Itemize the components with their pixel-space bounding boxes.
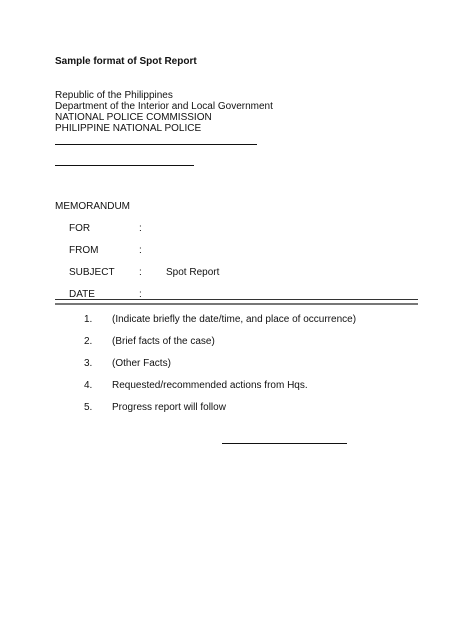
signature-line [222, 443, 347, 444]
field-colon: : [139, 289, 142, 300]
item-number: 5. [84, 402, 93, 413]
field-label: DATE [69, 289, 95, 300]
memo-divider [55, 299, 418, 305]
field-label: SUBJECT [69, 267, 115, 278]
signature-rule-2 [55, 165, 194, 166]
header-line-pnp: PHILIPPINE NATIONAL POLICE [55, 123, 202, 134]
signature-rule-1 [55, 144, 257, 145]
document-title: Sample format of Spot Report [55, 56, 197, 67]
field-value: Spot Report [166, 267, 220, 278]
item-number: 1. [84, 314, 93, 325]
item-text: Requested/recommended actions from Hqs. [112, 380, 308, 391]
field-colon: : [139, 267, 142, 278]
item-number: 2. [84, 336, 93, 347]
item-number: 3. [84, 358, 93, 369]
field-label: FOR [69, 223, 91, 234]
field-label: FROM [69, 245, 99, 256]
header-line-napolcom: NATIONAL POLICE COMMISSION [55, 112, 212, 123]
item-text: (Indicate briefly the date/time, and place of occurrence) [112, 314, 357, 325]
field-colon: : [139, 223, 142, 234]
header-line-republic: Republic of the Philippines [55, 90, 173, 101]
item-text: (Brief facts of the case) [112, 336, 215, 347]
memorandum-label: MEMORANDUM [55, 201, 130, 212]
item-text: (Other Facts) [112, 358, 171, 369]
item-number: 4. [84, 380, 93, 391]
header-line-dilg: Department of the Interior and Local Government [55, 101, 273, 112]
item-text: Progress report will follow [112, 402, 226, 413]
field-colon: : [139, 245, 142, 256]
